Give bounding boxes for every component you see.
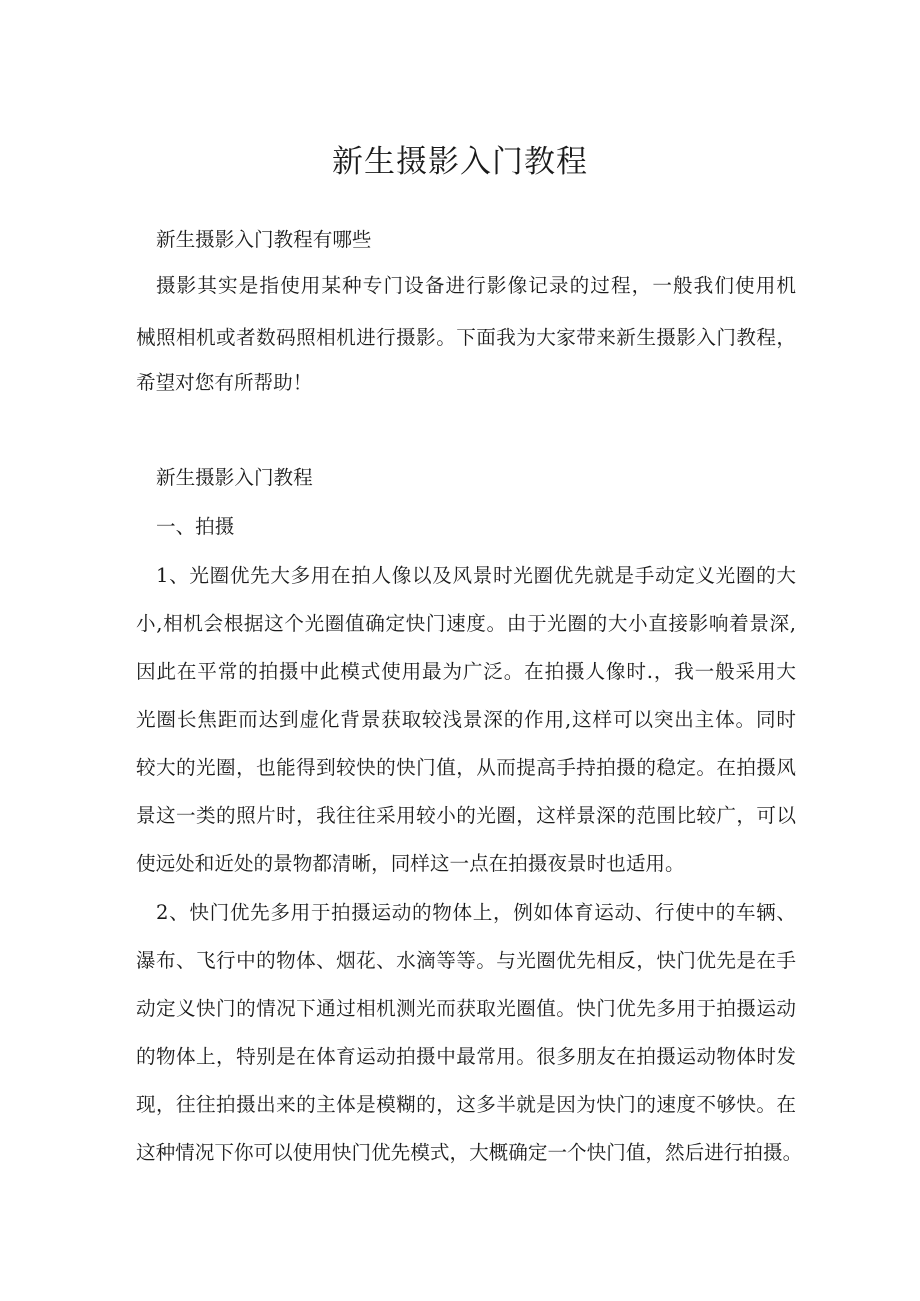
part-heading: 一、拍摄 bbox=[156, 515, 235, 538]
item2-line-4: 的物体上，特别是在体育运动拍摄中最常用。很多朋友在拍摄运动物体时发 bbox=[136, 1045, 796, 1068]
item2-line-1: 2、快门优先多用于拍摄运动的物体上，例如体育运动、行使中的车辆、 bbox=[156, 901, 796, 924]
item2-line-6: 这种情况下你可以使用快门优先模式，大概确定一个快门值，然后进行拍摄。 bbox=[136, 1141, 803, 1164]
section-heading: 新生摄影入门教程 bbox=[156, 466, 313, 489]
intro-line-3: 希望对您有所帮助！ bbox=[136, 371, 313, 394]
item1-line-3: 因此在平常的拍摄中此模式使用最为广泛。在拍摄人像时.，我一般采用大 bbox=[136, 660, 796, 683]
item2-line-2: 瀑布、飞行中的物体、烟花、水滴等等。与光圈优先相反，快门优先是在手 bbox=[136, 949, 796, 972]
intro-line-1: 摄影其实是指使用某种专门设备进行影像记录的过程，一般我们使用机 bbox=[156, 274, 796, 297]
item2-line-3: 动定义快门的情况下通过相机测光而获取光圈值。快门优先多用于拍摄运动 bbox=[136, 997, 796, 1020]
item1-line-2: 小,相机会根据这个光圈值确定快门速度。由于光圈的大小直接影响着景深, bbox=[136, 612, 796, 635]
item2-line-5: 现，往往拍摄出来的主体是模糊的，这多半就是因为快门的速度不够快。在 bbox=[136, 1093, 796, 1116]
subtitle: 新生摄影入门教程有哪些 bbox=[156, 228, 372, 251]
item1-line-7: 使远处和近处的景物都清晰，同样这一点在拍摄夜景时也适用。 bbox=[136, 852, 685, 875]
intro-line-2: 械照相机或者数码照相机进行摄影。下面我为大家带来新生摄影入门教程， bbox=[136, 326, 796, 349]
item1-line-4: 光圈长焦距而达到虚化背景获取较浅景深的作用,这样可以突出主体。同时 bbox=[136, 708, 796, 731]
document-title: 新生摄影入门教程 bbox=[332, 144, 588, 180]
item1-line-6: 景这一类的照片时，我往往采用较小的光圈，这样景深的范围比较广，可以 bbox=[136, 804, 796, 827]
item1-line-1: 1、光圈优先大多用在拍人像以及风景时光圈优先就是手动定义光圈的大 bbox=[156, 564, 796, 587]
item1-line-5: 较大的光圈，也能得到较快的快门值，从而提高手持拍摄的稳定。在拍摄风 bbox=[136, 756, 796, 779]
